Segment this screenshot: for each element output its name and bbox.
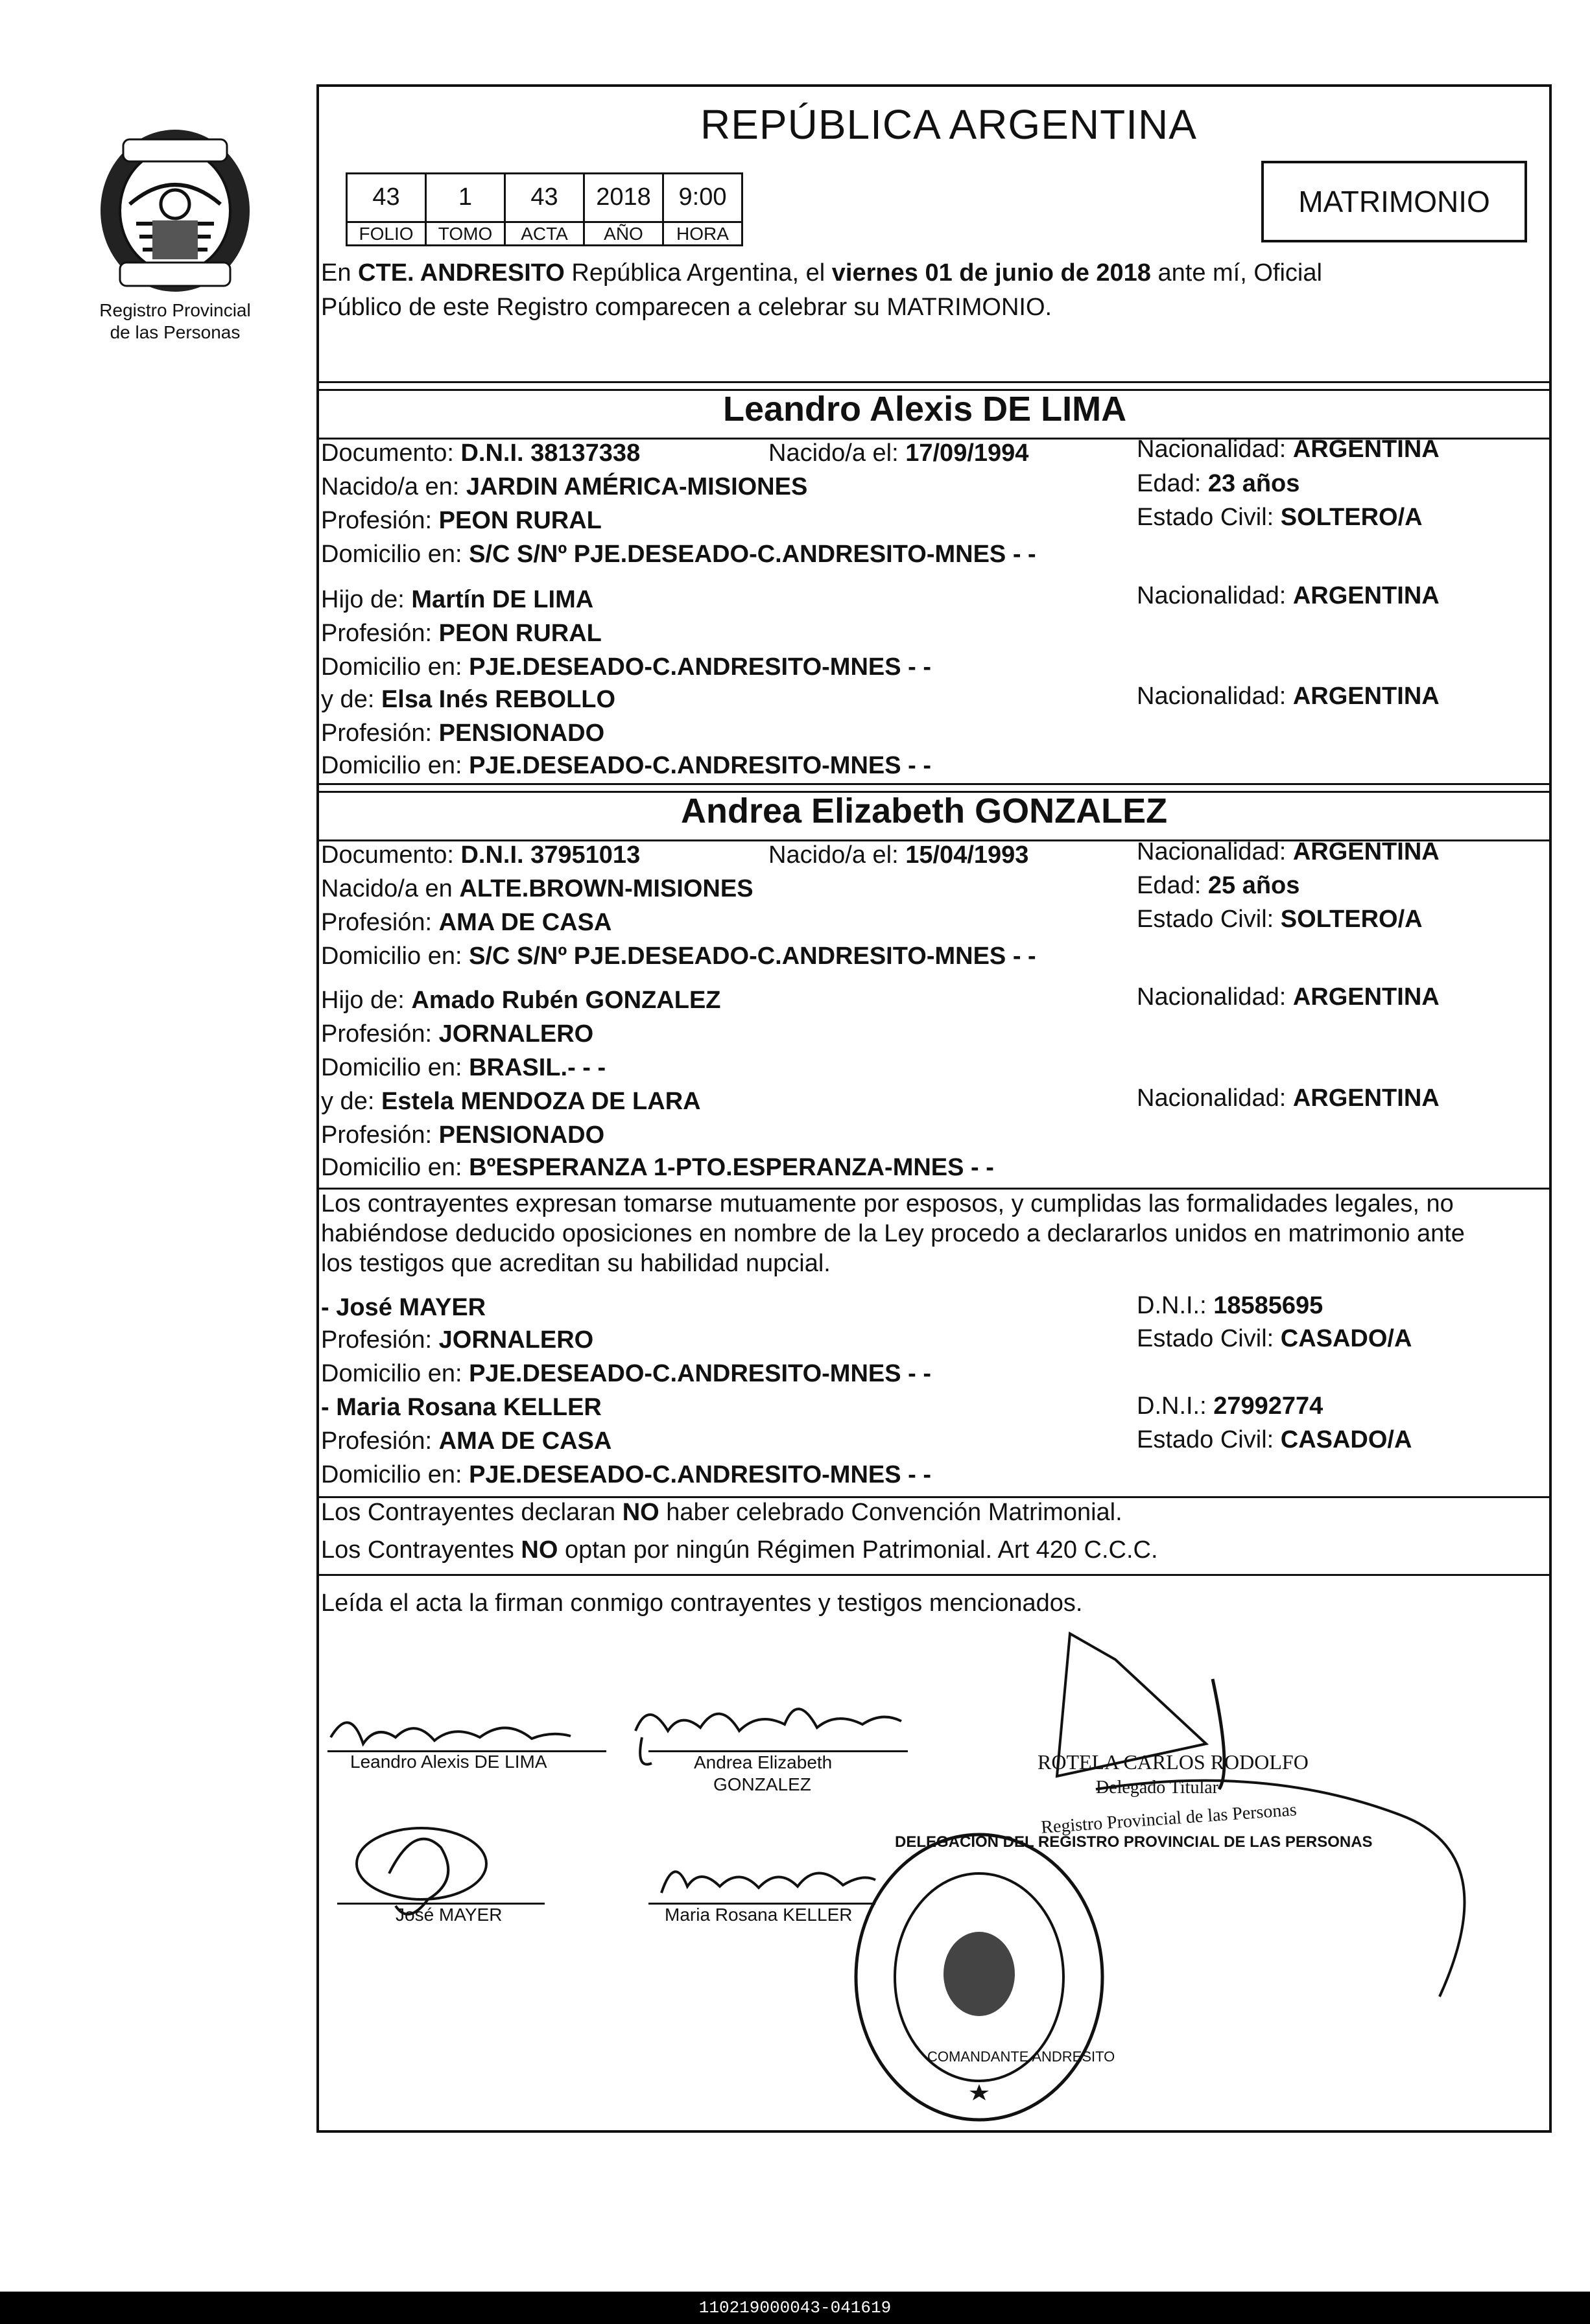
field-label: Nacido/a en [321, 875, 460, 902]
tomo-value: 1 [458, 183, 473, 211]
intro-place: CTE. ANDRESITO [358, 259, 565, 287]
folio-label: FOLIO [359, 224, 414, 244]
field-label: y de: [321, 686, 381, 713]
groom-father-address [321, 653, 931, 681]
field-label: Estado Civil: [1137, 906, 1281, 933]
field-label: Domicilio en: [321, 541, 469, 568]
convention-no: NO [622, 1499, 659, 1526]
folio-label-cell [346, 221, 427, 246]
tomo-value-cell [425, 172, 506, 223]
convention-no: NO [521, 1536, 558, 1564]
field-label: Estado Civil: [1137, 1426, 1281, 1453]
groom-mother-name: Elsa Inés REBOLLO [381, 686, 616, 713]
bride-mother-nat: ARGENTINA [1292, 1085, 1440, 1112]
groom-address [321, 541, 1036, 569]
witness-1-prof: JORNALERO [438, 1326, 594, 1354]
seal-icon [849, 1828, 1109, 2126]
convention-line-2 [321, 1536, 1158, 1564]
officer-name: ROTELA CARLOS RODOLFO [1038, 1750, 1309, 1774]
field-label: Nacido/a en: [321, 473, 466, 500]
acta-value: 43 [530, 183, 558, 211]
intro-date: viernes 01 de junio de 2018 [831, 259, 1151, 287]
witness-2-address [321, 1461, 931, 1489]
page-title: REPÚBLICA ARGENTINA [700, 101, 1197, 148]
field-label: Estado Civil: [1137, 504, 1281, 531]
bride-mother [321, 1088, 701, 1116]
field-label: Edad: [1137, 470, 1208, 497]
witness-1-dom: PJE.DESEADO-C.ANDRESITO-MNES - - [469, 1360, 932, 1387]
witness-1-civil-status [1137, 1325, 1412, 1353]
bride-father-dom: BRASIL.- - - [469, 1054, 606, 1081]
witness-2-prof: AMA DE CASA [438, 1427, 612, 1455]
declaration-line-1: Los contrayentes expresan tomarse mutuamente por esposos, y cumplidas las formalidades legales, no [321, 1190, 1454, 1217]
field-label: Nacido/a el: [768, 440, 906, 467]
field-label: Profesión: [321, 720, 439, 747]
field-label: Nacionalidad: [1137, 838, 1293, 865]
witness-1-profession [321, 1326, 593, 1354]
bride-father-name: Amado Rubén GONZALEZ [411, 987, 721, 1014]
bride-nationality [1137, 838, 1440, 866]
witness-1-civil: CASADO/A [1280, 1325, 1412, 1352]
groom-document [321, 440, 640, 467]
divider [316, 783, 1552, 785]
province-logo [91, 126, 259, 295]
field-label: Profesión: [321, 620, 439, 647]
acta-label-cell [504, 221, 585, 246]
groom-mother-prof: PENSIONADO [438, 720, 605, 747]
bride-mother-prof: PENSIONADO [438, 1121, 605, 1149]
bride-profession [321, 909, 611, 937]
groom-civil-status [1137, 504, 1423, 532]
act-type-box: MATRIMONIO [1261, 161, 1527, 242]
bride-signature-caption-2: GONZALEZ [713, 1774, 811, 1794]
convention-text: haber celebrado Convención Matrimonial. [659, 1499, 1122, 1526]
anio-label-cell [583, 221, 664, 246]
tomo-label: TOMO [438, 224, 493, 244]
field-label: Documento: [321, 440, 461, 467]
groom-mother [321, 686, 615, 714]
declaration-line-3: los testigos que acreditan su habilidad nupcial. [321, 1250, 831, 1277]
groom-father [321, 586, 593, 614]
groom-mother-profession [321, 720, 604, 747]
bride-document [321, 841, 640, 869]
groom-dni: D.N.I. 38137338 [460, 440, 641, 467]
bride-nat: ARGENTINA [1292, 838, 1440, 865]
field-label: y de: [321, 1088, 381, 1115]
field-label: Documento: [321, 841, 461, 869]
hora-value: 9:00 [678, 183, 727, 211]
field-label: D.N.I.: [1137, 1392, 1214, 1420]
bride-mother-dom: BºESPERANZA 1-PTO.ESPERANZA-MNES - - [469, 1154, 994, 1181]
groom-age [1137, 470, 1299, 498]
officer-office: Registro Provincial de las Personas [1040, 1800, 1298, 1838]
convention-line-1 [321, 1499, 1122, 1527]
groom-place: JARDIN AMÉRICA-MISIONES [466, 473, 808, 500]
witness-2-dom: PJE.DESEADO-C.ANDRESITO-MNES - - [469, 1461, 932, 1488]
witness-1-name: - José MAYER [321, 1294, 486, 1321]
witness-2-dni-value: 27992774 [1213, 1392, 1323, 1420]
register-table [346, 172, 806, 246]
logo-caption [78, 299, 272, 344]
field-label: Hijo de: [321, 987, 412, 1014]
official-seal [849, 1828, 1373, 2126]
groom-mother-nat: ARGENTINA [1292, 683, 1440, 710]
bride-address [321, 943, 1036, 970]
field-label: Nacido/a el: [768, 841, 906, 869]
bride-mother-profession [321, 1121, 604, 1149]
bride-father [321, 987, 721, 1015]
field-label: Profesión: [321, 1020, 439, 1048]
witness-2-name: - Maria Rosana KELLER [321, 1394, 602, 1421]
bride-birthplace [321, 875, 753, 903]
field-label: Profesión: [321, 507, 439, 534]
bride-dom: S/C S/Nº PJE.DESEADO-C.ANDRESITO-MNES - - [469, 943, 1036, 970]
seal-ring-text: DELEGACION DEL REGISTRO PROVINCIAL DE LAS PERSONAS [895, 1833, 1373, 1851]
bride-father-profession [321, 1020, 593, 1048]
groom-birthplace [321, 473, 807, 501]
groom-father-nationality [1137, 582, 1440, 610]
bride-father-nat: ARGENTINA [1292, 983, 1440, 1011]
field-label: Domicilio en: [321, 1054, 469, 1081]
field-label: Profesión: [321, 1326, 439, 1354]
field-label: Edad: [1137, 872, 1208, 899]
logo-caption-line1: Registro Provincial [99, 300, 251, 320]
bride-mother-address [321, 1154, 994, 1182]
groom-signature-caption: Leandro Alexis DE LIMA [350, 1752, 547, 1772]
groom-father-nat: ARGENTINA [1292, 582, 1440, 609]
hora-label-cell [662, 221, 743, 246]
bride-mother-name: Estela MENDOZA DE LARA [381, 1088, 701, 1115]
bride-dni: D.N.I. 37951013 [460, 841, 641, 869]
field-label: Nacionalidad: [1137, 983, 1293, 1011]
intro-line-2: Público de este Registro comparecen a celebrar su MATRIMONIO. [321, 294, 1052, 321]
convention-text: Los Contrayentes [321, 1536, 521, 1564]
field-label: Domicilio en: [321, 1154, 469, 1181]
bride-signature-caption-1: Andrea Elizabeth [694, 1752, 833, 1772]
bride-civil-status [1137, 906, 1423, 933]
bride-birthdate [768, 841, 1028, 869]
bride-father-nationality [1137, 983, 1440, 1011]
groom-mother-address [321, 752, 931, 780]
groom-profession [321, 507, 602, 535]
field-label: Nacionalidad: [1137, 1085, 1293, 1112]
groom-civil: SOLTERO/A [1280, 504, 1423, 531]
witness-2-dni [1137, 1392, 1323, 1420]
bride-name-heading: Andrea Elizabeth GONZALEZ [681, 792, 1168, 830]
intro-text: En [321, 259, 359, 287]
signatures-intro: Leída el acta la firman conmigo contrayentes y testigos mencionados. [321, 1590, 1083, 1617]
intro-line-1 [321, 259, 1322, 287]
field-label: Domicilio en: [321, 1360, 469, 1387]
document-barcode-footer: 110219000043-041619 [0, 2292, 1590, 2324]
witness-1-dni-value: 18585695 [1213, 1292, 1323, 1319]
field-label: Nacionalidad: [1137, 436, 1293, 463]
field-label: Profesión: [321, 909, 439, 936]
witness-2-civil-status [1137, 1426, 1412, 1454]
divider [316, 381, 1552, 383]
field-label: Hijo de: [321, 586, 412, 613]
declaration-line-2: habiéndose deducido oposiciones en nombre de la Ley procedo a declararlos unidos en matrimonio ante [321, 1220, 1465, 1247]
divider [316, 1574, 1552, 1576]
bride-father-prof: JORNALERO [438, 1020, 594, 1048]
bride-father-address [321, 1054, 606, 1082]
groom-nat: ARGENTINA [1292, 436, 1440, 463]
convention-text: Los Contrayentes declaran [321, 1499, 623, 1526]
groom-age-value: 23 años [1207, 470, 1300, 497]
field-label: Domicilio en: [321, 752, 469, 779]
witness-1-signature-caption: José MAYER [396, 1905, 503, 1925]
anio-value-cell [583, 172, 664, 223]
groom-dom: S/C S/Nº PJE.DESEADO-C.ANDRESITO-MNES - - [469, 541, 1036, 568]
groom-prof: PEON RURAL [438, 507, 602, 534]
bride-born: 15/04/1993 [905, 841, 1029, 869]
convention-text: optan por ningún Régimen Patrimonial. Art 420 C.C.C. [558, 1536, 1158, 1564]
groom-nationality [1137, 436, 1440, 464]
witness-2-signature-caption: Maria Rosana KELLER [665, 1905, 853, 1925]
groom-born: 17/09/1994 [905, 440, 1029, 467]
groom-father-name: Martín DE LIMA [411, 586, 594, 613]
officer-title: Delegado Titular [1096, 1778, 1218, 1798]
bride-prof: AMA DE CASA [438, 909, 612, 936]
field-label: Profesión: [321, 1427, 439, 1455]
field-label: D.N.I.: [1137, 1292, 1214, 1319]
intro-text: ante mí, Oficial [1150, 259, 1322, 287]
witness-2-profession [321, 1427, 611, 1455]
groom-father-prof: PEON RURAL [438, 620, 602, 647]
groom-birthdate [768, 440, 1028, 467]
province-crest-icon [91, 126, 259, 295]
groom-mother-dom: PJE.DESEADO-C.ANDRESITO-MNES - - [469, 752, 932, 779]
groom-father-dom: PJE.DESEADO-C.ANDRESITO-MNES - - [469, 653, 932, 681]
hora-value-cell [662, 172, 743, 223]
witness-1-dni [1137, 1292, 1323, 1320]
field-label: Profesión: [321, 1121, 439, 1149]
field-label: Domicilio en: [321, 943, 469, 970]
hora-label: HORA [676, 224, 729, 244]
folio-value-cell [346, 172, 427, 223]
intro-text: República Argentina, el [564, 259, 832, 287]
bride-mother-nationality [1137, 1085, 1440, 1112]
witness-2-civil: CASADO/A [1280, 1426, 1412, 1453]
field-label: Domicilio en: [321, 1461, 469, 1488]
bride-civil: SOLTERO/A [1280, 906, 1423, 933]
groom-mother-nationality [1137, 683, 1440, 710]
groom-name-heading: Leandro Alexis DE LIMA [723, 390, 1127, 428]
divider [316, 1188, 1552, 1190]
bride-age [1137, 872, 1299, 900]
bride-age-value: 25 años [1207, 872, 1300, 899]
acta-value-cell [504, 172, 585, 223]
field-label: Estado Civil: [1137, 1325, 1281, 1352]
anio-label: AÑO [604, 224, 643, 244]
bride-place: ALTE.BROWN-MISIONES [459, 875, 753, 902]
witness-1-address [321, 1360, 931, 1388]
anio-value: 2018 [596, 183, 651, 211]
field-label: Nacionalidad: [1137, 582, 1293, 609]
groom-father-profession [321, 620, 602, 648]
logo-caption-line2: de las Personas [110, 322, 241, 342]
seal-inner-text: COMANDANTE ANDRESITO [927, 2048, 1115, 2065]
tomo-label-cell [425, 221, 506, 246]
field-label: Nacionalidad: [1137, 683, 1293, 710]
acta-label: ACTA [521, 224, 568, 244]
field-label: Domicilio en: [321, 653, 469, 681]
divider [316, 1496, 1552, 1498]
witness-2-signature-icon [648, 1848, 882, 1906]
folio-value: 43 [372, 183, 400, 211]
